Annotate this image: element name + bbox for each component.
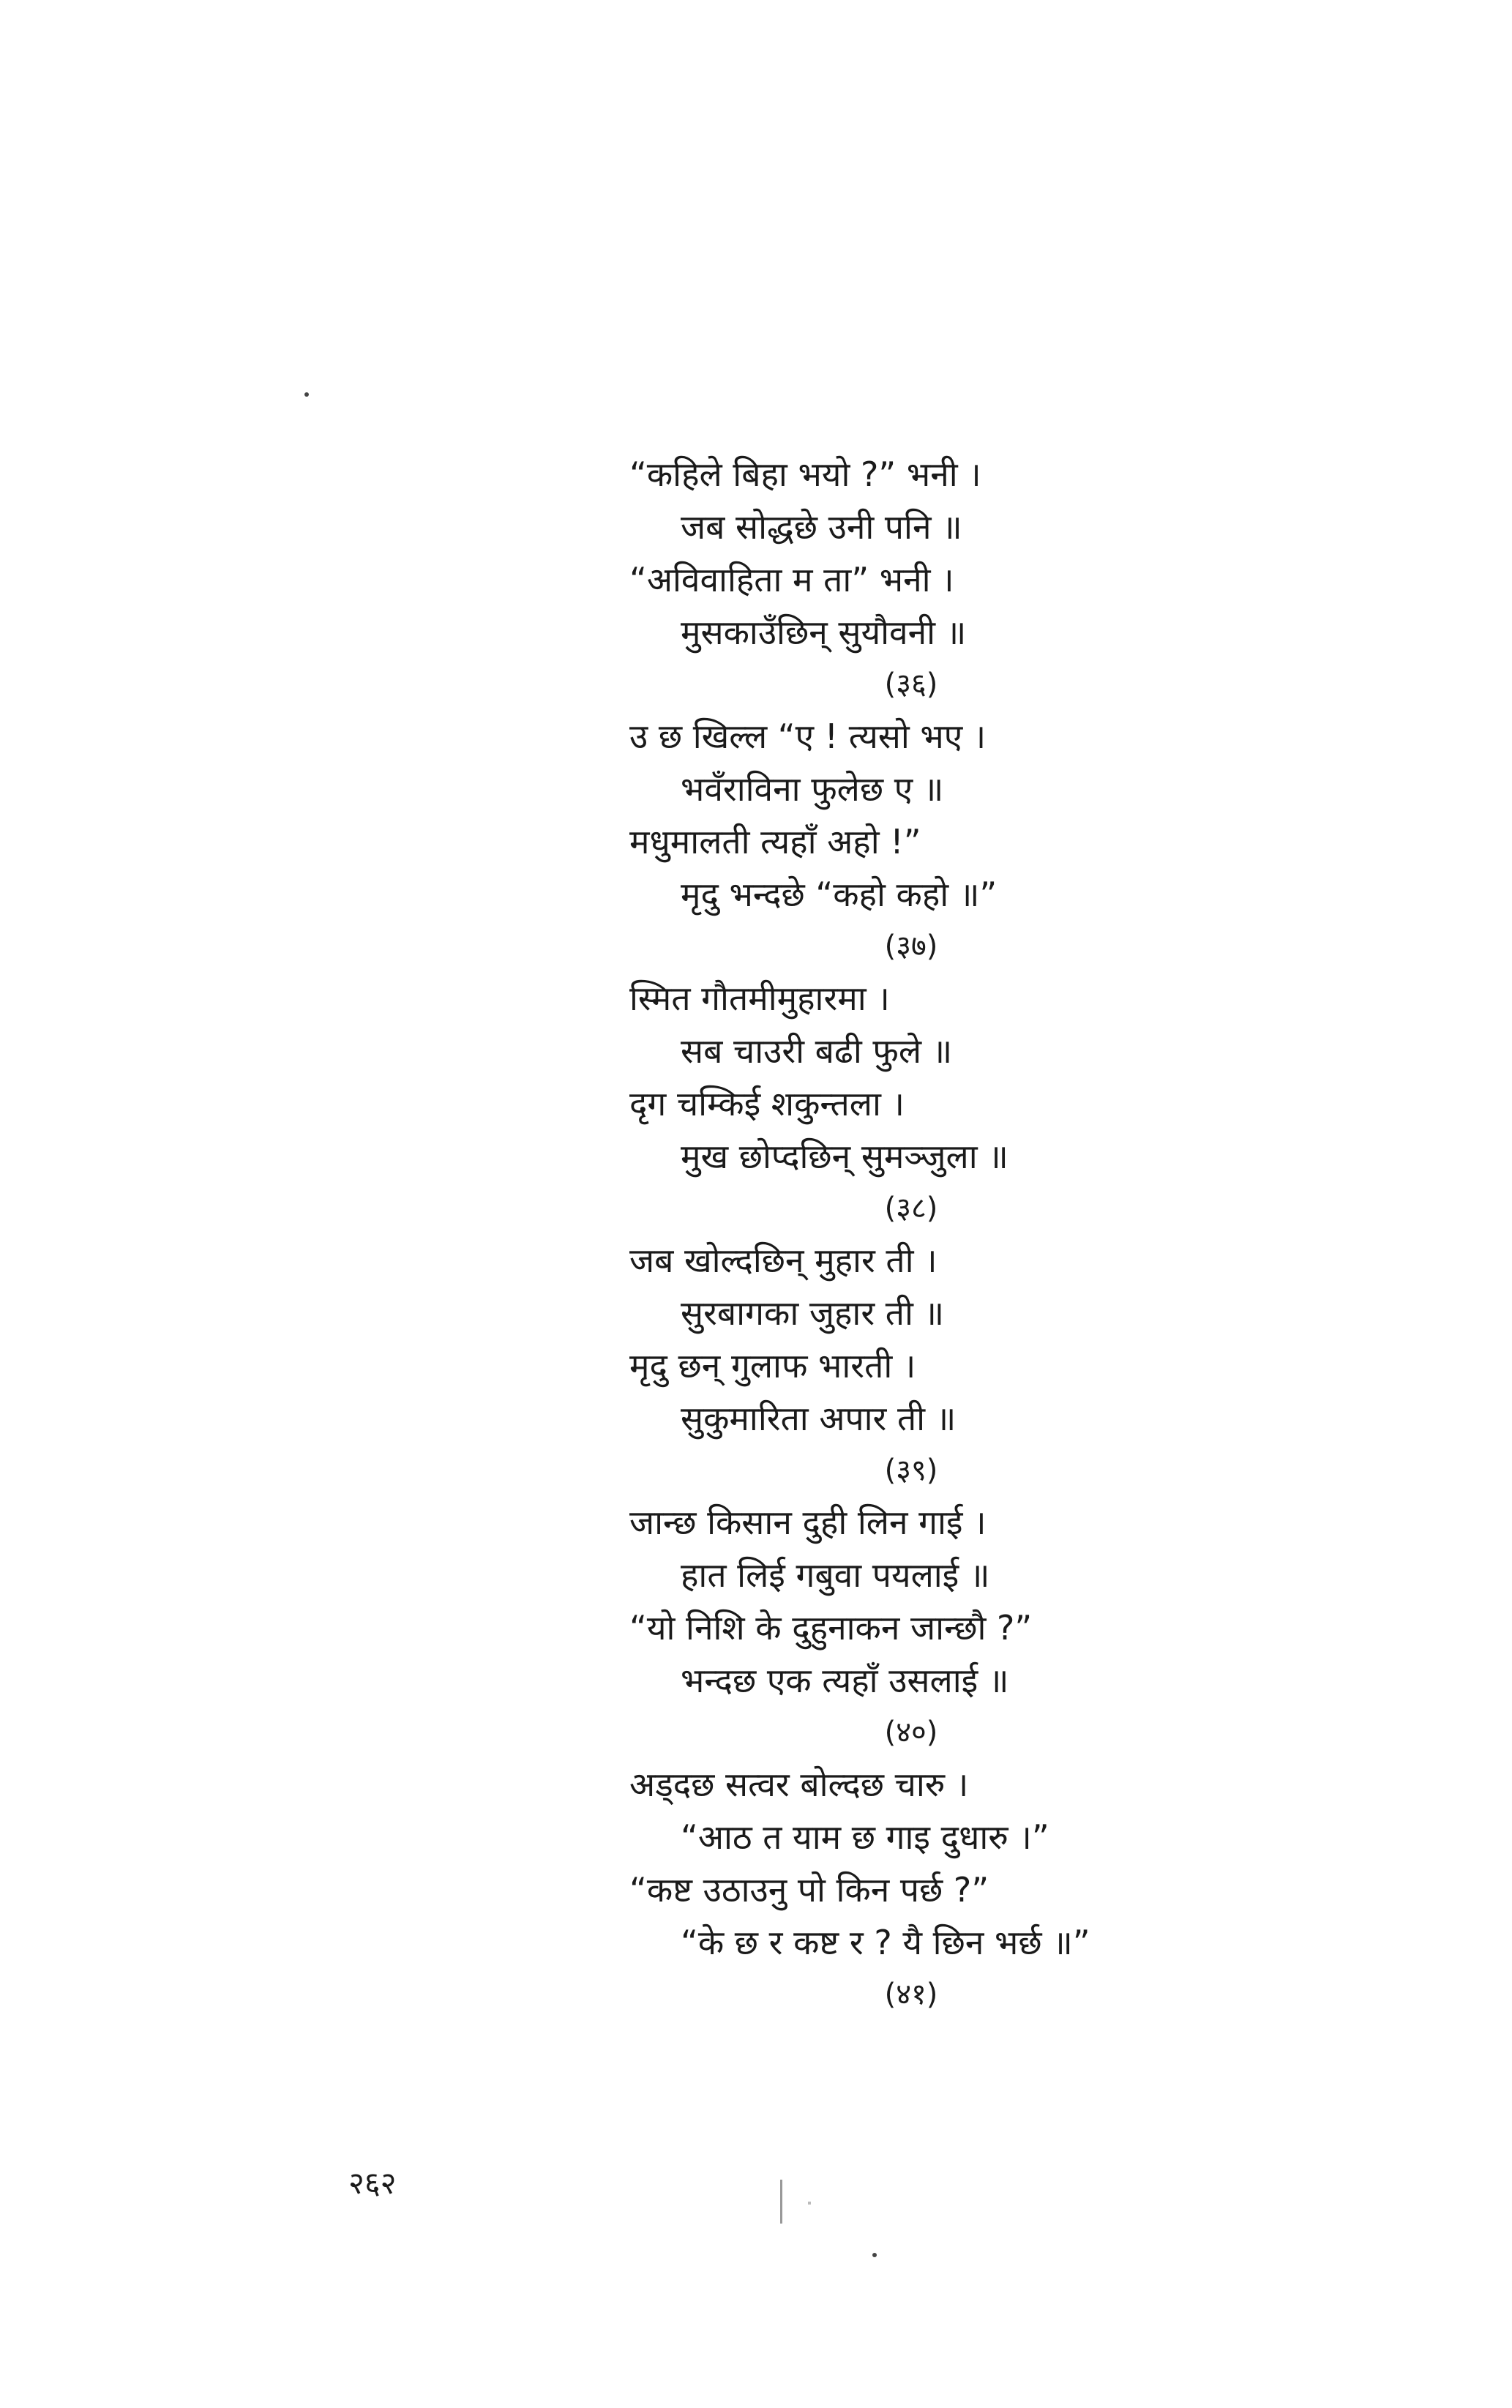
stanza — [615, 1496, 1186, 1758]
verse-line: सुरबागका जुहार ती ॥ — [681, 1293, 945, 1333]
verse-line: स्मित गौतमीमुहारमा । — [629, 979, 890, 1018]
verse-line: जब सोद्धछे उनी पनि ॥ — [681, 507, 962, 547]
stanza-number: (४१) — [884, 1978, 938, 2011]
verse-line: सुकुमारिता अपार ती ॥ — [681, 1399, 957, 1438]
verse-line: “कहिले बिहा भयो ?” भनी । — [629, 455, 981, 494]
verse-line: जब खोल्दछिन् मुहार ती । — [629, 1241, 937, 1280]
verse-line: मुख छोप्दछिन् सुमञ्जुला ॥ — [681, 1137, 1008, 1176]
verse-line: अड्दछ सत्वर बोल्दछ चारु । — [629, 1765, 969, 1804]
verse-line: “अविवाहिता म ता” भनी । — [629, 560, 954, 599]
stanza-number: (३८) — [884, 1192, 938, 1225]
verse-line: मृदु भन्दछे “कहो कहो ॥” — [681, 875, 998, 914]
scan-mark — [780, 2180, 782, 2224]
verse-line: सब चाउरी बढी फुले ॥ — [681, 1031, 953, 1071]
verse-line: “के छ र कष्ट र ? यै छिन भर्छ ॥” — [681, 1923, 1090, 1962]
stanza-number: (३७) — [884, 930, 938, 963]
stanza — [615, 972, 1186, 1234]
poem-block — [615, 448, 1186, 2020]
verse-line: “कष्ट उठाउनु पो किन पर्छ ?” — [629, 1870, 989, 1910]
verse-line: मुसकाउँछिन् सुयौवनी ॥ — [681, 613, 967, 652]
verse-line: मधुमालती त्यहाँ अहो !” — [629, 822, 921, 861]
ink-speck — [872, 2253, 877, 2257]
verse-line: हात लिई गबुवा पयलाई ॥ — [681, 1555, 990, 1595]
stanza-number: (४०) — [884, 1716, 938, 1749]
stanza — [615, 710, 1186, 972]
verse-line: “यो निशि के दुहुनाकन जान्छौ ?” — [629, 1608, 1033, 1648]
page-number: २६२ — [348, 2165, 397, 2201]
verse-line: “आठ त याम छ गाइ दुधारु ।” — [681, 1817, 1049, 1857]
stanza-number: (३९) — [884, 1454, 938, 1487]
stanza — [615, 448, 1186, 710]
ink-speck — [304, 392, 309, 397]
verse-line: भन्दछ एक त्यहाँ उसलाई ॥ — [681, 1661, 1009, 1700]
verse-line: मृदु छन् गुलाफ भारती । — [629, 1346, 916, 1386]
stanza — [615, 1758, 1186, 2020]
verse-line: भवँराविना फुलेछ ए ॥ — [681, 769, 944, 809]
verse-line: दृग चम्किई शकुन्तला । — [629, 1084, 905, 1123]
stanza — [615, 1234, 1186, 1496]
scan-mark — [808, 2202, 811, 2205]
verse-line: जान्छ किसान दुही लिन गाई । — [629, 1503, 987, 1542]
verse-line: उ छ खिल्ल “ए ! त्यसो भए । — [629, 717, 987, 756]
stanza-number: (३६) — [884, 668, 938, 701]
